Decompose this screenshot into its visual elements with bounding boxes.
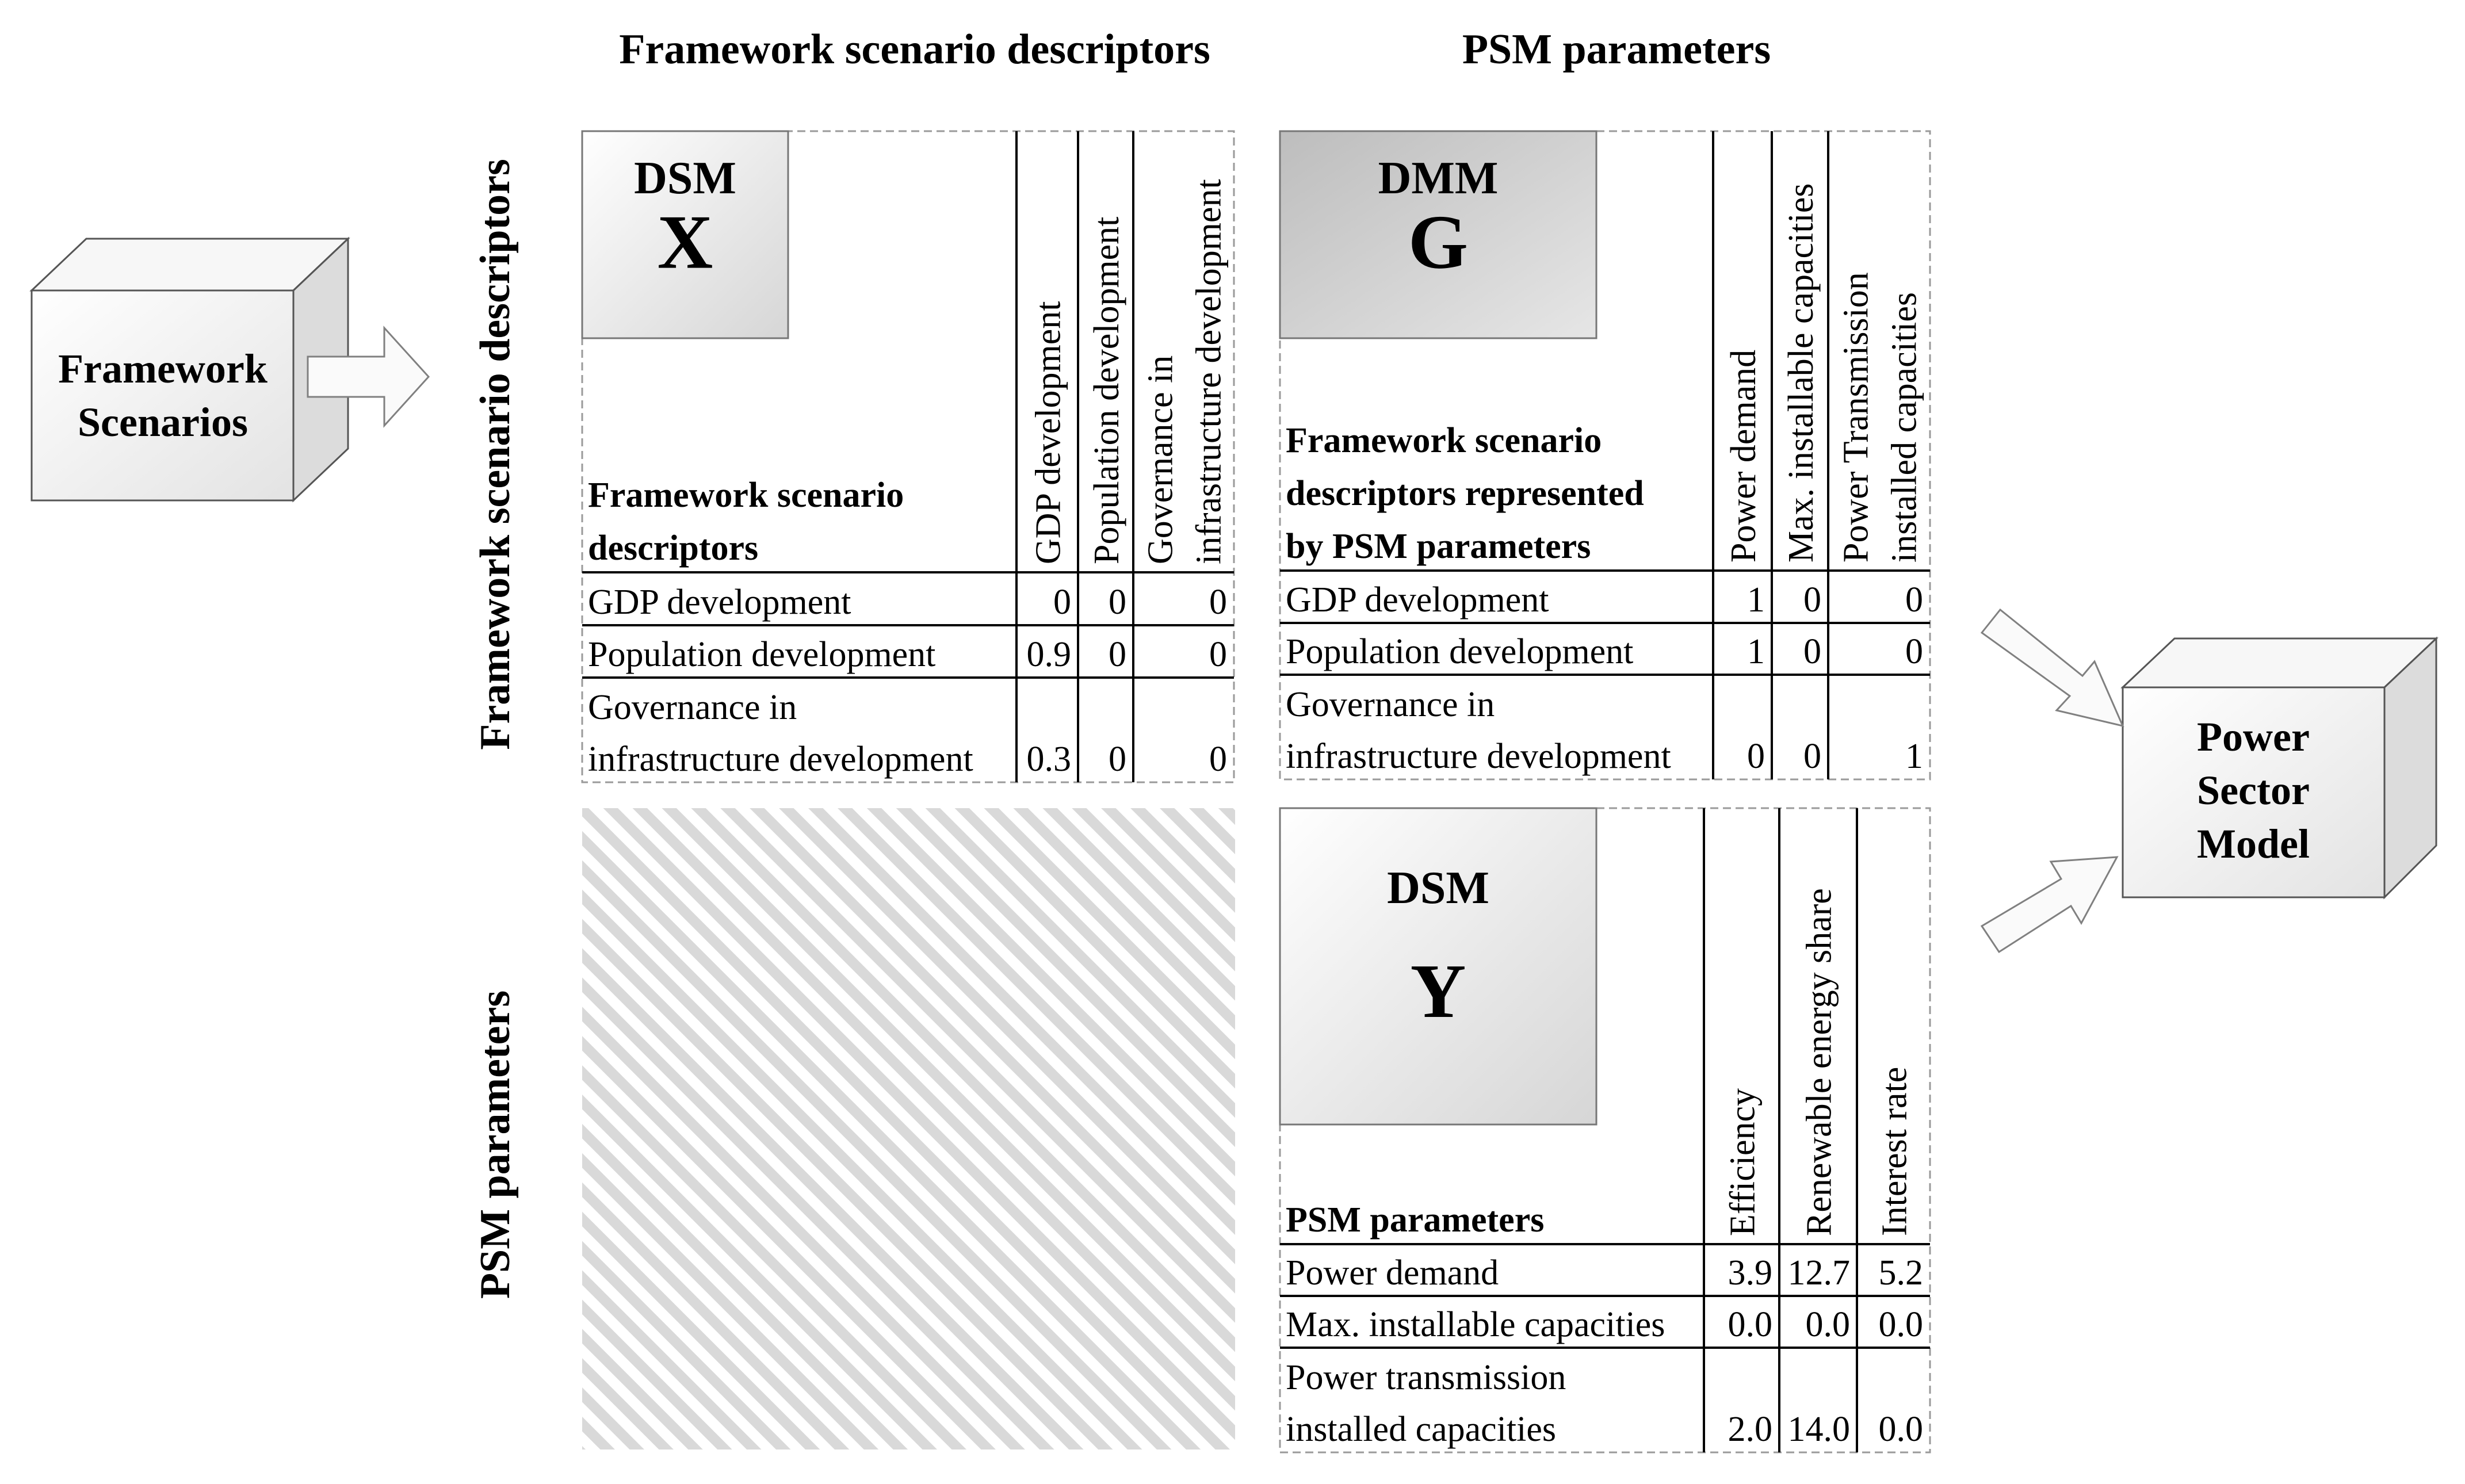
power-sector-model-label-3: Model <box>2197 821 2310 867</box>
matrix-corner-label: Framework scenario <box>1286 421 1602 460</box>
dsm-y-matrix <box>1280 808 1930 1452</box>
matrix-letter-label: G <box>1408 199 1469 285</box>
matrix-corner-label: by PSM parameters <box>1286 527 1591 566</box>
column-header-label: Power demand <box>1724 349 1763 563</box>
matrix-kind-label: DSM <box>634 153 736 204</box>
matrix-kind-label: DSM <box>1387 863 1489 913</box>
row-label: Population development <box>588 635 936 674</box>
dsm-x-matrix <box>582 131 1234 782</box>
arrow-from-dmm-to-model <box>1982 610 2123 726</box>
matrix-cell-value: 2.0 <box>1728 1410 1772 1449</box>
matrix-letter-label: Y <box>1410 948 1466 1034</box>
dmm-g-matrix <box>1280 131 1930 779</box>
matrix-cell-value: 0 <box>1803 632 1821 671</box>
column-header-label: GDP development <box>1029 301 1068 564</box>
side-heading-psm-parameters: PSM parameters <box>472 990 519 1299</box>
column-header-label: Renewable energy share <box>1799 888 1839 1236</box>
matrix-corner-label: Framework scenario <box>588 476 904 515</box>
matrix-cell-value: 0.0 <box>1728 1305 1772 1344</box>
column-header-label: Max. installable capacities <box>1782 183 1821 563</box>
matrix-corner-label: PSM parameters <box>1286 1200 1545 1240</box>
matrix-letter-label: X <box>657 199 713 285</box>
matrix-cell-value: 1 <box>1747 632 1765 671</box>
matrix-cell-value: 0 <box>1109 583 1126 622</box>
matrix-cell-value: 0 <box>1209 583 1227 622</box>
matrix-cell-value: 12.7 <box>1787 1253 1850 1292</box>
matrix-cell-value: 0 <box>1803 737 1821 776</box>
matrix-cell-value: 0.3 <box>1026 740 1071 779</box>
matrix-cell-value: 0 <box>1109 740 1126 779</box>
matrix-kind-label: DMM <box>1378 153 1499 204</box>
column-header-label: Power Transmission <box>1836 272 1876 563</box>
column-header-label: Interest rate <box>1875 1066 1914 1236</box>
matrix-cell-value: 0 <box>1053 583 1071 622</box>
matrix-cell-value: 0 <box>1905 632 1923 671</box>
matrix-cell-value: 0 <box>1803 580 1821 619</box>
matrix-cell-value: 1 <box>1747 580 1765 619</box>
power-sector-model-label-1: Power <box>2197 714 2310 760</box>
side-heading-framework-descriptors: Framework scenario descriptors <box>472 159 519 750</box>
matrix-corner-label: descriptors <box>588 529 759 568</box>
matrix-cell-value: 0.0 <box>1878 1305 1923 1344</box>
matrix-cell-value: 14.0 <box>1787 1410 1850 1449</box>
empty-hatched-quadrant <box>582 808 1235 1449</box>
matrix-cell-value: 0.9 <box>1026 635 1071 674</box>
power-sector-model-label-2: Sector <box>2197 767 2310 813</box>
row-label: infrastructure development <box>588 740 973 779</box>
heading-psm-parameters: PSM parameters <box>1462 26 1771 73</box>
row-label: Max. installable capacities <box>1286 1305 1665 1344</box>
matrix-cell-value: 1 <box>1905 737 1923 776</box>
framework-scenarios-label-2: Scenarios <box>78 399 248 445</box>
matrix-cell-value: 0 <box>1209 635 1227 674</box>
framework-scenarios-box <box>32 239 348 500</box>
matrix-cell-value: 0.0 <box>1805 1305 1850 1344</box>
matrix-cell-value: 0 <box>1109 635 1126 674</box>
row-label: Power transmission <box>1286 1358 1566 1397</box>
matrix-cell-value: 0 <box>1905 580 1923 619</box>
column-header-label: infrastructure development <box>1189 179 1229 564</box>
column-header-label: Population development <box>1087 216 1126 564</box>
column-header-label: Governance in <box>1141 355 1180 564</box>
power-sector-model-box <box>2123 638 2436 897</box>
column-header-label: Efficiency <box>1723 1088 1763 1236</box>
row-label: Population development <box>1286 632 1634 671</box>
row-label: infrastructure development <box>1286 737 1671 776</box>
row-label: GDP development <box>588 583 851 622</box>
row-label: installed capacities <box>1286 1410 1556 1449</box>
matrix-cell-value: 0 <box>1209 740 1227 779</box>
row-label: GDP development <box>1286 580 1549 619</box>
matrix-cell-value: 3.9 <box>1728 1253 1772 1292</box>
column-header-label: installed capacities <box>1885 292 1924 563</box>
row-label: Power demand <box>1286 1253 1499 1292</box>
matrix-cell-value: 0.0 <box>1878 1410 1923 1449</box>
arrow-from-dsm-y-to-model <box>1982 857 2117 952</box>
row-label: Governance in <box>588 688 797 727</box>
row-label: Governance in <box>1286 685 1495 724</box>
matrix-corner-label: descriptors represented <box>1286 474 1644 513</box>
framework-scenarios-label-1: Framework <box>58 346 267 392</box>
matrix-cell-value: 0 <box>1747 737 1765 776</box>
heading-framework-descriptors: Framework scenario descriptors <box>619 26 1210 73</box>
matrix-cell-value: 5.2 <box>1878 1253 1923 1292</box>
